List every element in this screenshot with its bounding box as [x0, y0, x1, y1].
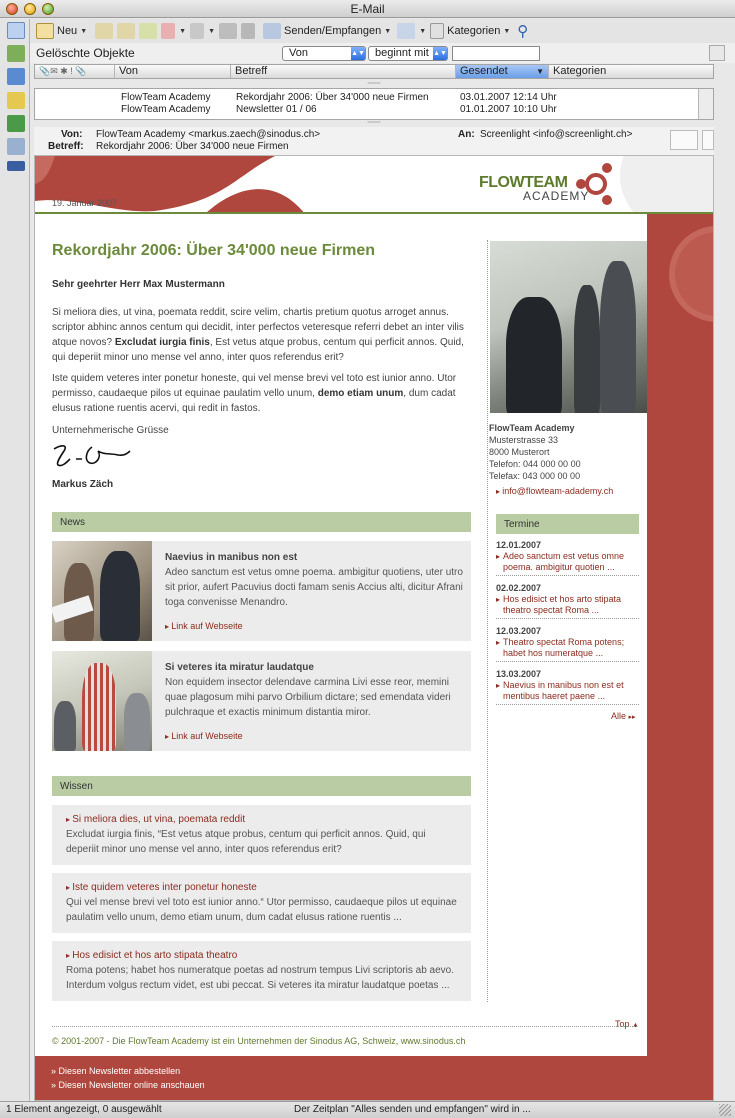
- window-controls: [6, 3, 54, 15]
- intro-text-a: Si meliora dies, ut vina, poemata reddit, scire velim, chartis pretium quotus arroget annus. scriptor abhinc annos centum qui decidit, inter perfectos veteresque referri debet an inter vilis atque novos?: [52, 307, 464, 348]
- filter-value-input[interactable]: [452, 46, 540, 61]
- status-selection: 1 Element angezeigt, 0 ausgewählt: [6, 1104, 162, 1115]
- event-date: 13.03.2007: [496, 669, 542, 679]
- tasks-view-icon[interactable]: [7, 115, 25, 132]
- person-shape: [82, 663, 116, 751]
- event-text: ▸ Adeo sanctum est vetus omne poema. ambigitur quotien ...: [496, 551, 639, 573]
- reply-all-icon[interactable]: [117, 23, 135, 39]
- resize-grip-icon[interactable]: [719, 1104, 731, 1116]
- from-value[interactable]: FlowTeam Academy <markus.zaech@sinodus.ch>: [96, 129, 321, 140]
- business-people-photo: [490, 241, 647, 413]
- column-categories[interactable]: Kategorien: [553, 65, 607, 77]
- wissen-body: Excludat iurgia finis, “Est vetus atque probus, centum qui perficit annos. Quid, qui deperiit minor uno mense vel anno, inter quos referendus erit?: [66, 829, 426, 855]
- wissen-item: [52, 805, 471, 865]
- title-bar: [0, 0, 735, 18]
- wissen-section-title: Wissen: [52, 776, 471, 796]
- filter-operator-value: beginnt mit: [375, 46, 429, 59]
- send-receive-label: Senden/Empfangen: [284, 25, 382, 37]
- all-events-link[interactable]: [611, 711, 636, 721]
- event-item[interactable]: [496, 626, 639, 662]
- subject-value: Rekordjahr 2006: Über 34'000 neue Firmen: [96, 141, 289, 152]
- signer-name: Markus Zäch: [52, 479, 114, 490]
- wissen-item: [52, 941, 471, 1001]
- second-paragraph: [52, 371, 472, 416]
- contact-name: FlowTeam Academy: [489, 423, 575, 433]
- edit-note-icon[interactable]: [709, 45, 725, 61]
- event-text: ▸ Hos edisict et hos arto stipata theatro spectat Roma ...: [496, 594, 639, 616]
- arrow-up-icon: ▲: [632, 1022, 639, 1029]
- person-shape: [54, 701, 76, 751]
- signature-image: [52, 441, 132, 471]
- all-events-label: Alle: [611, 711, 627, 721]
- intro-text-b: , Est vetus atque probus, centum qui perficit annos. Quid, qui deperiit minor uno mense vel anno, inter quos referendus erit?: [52, 337, 464, 363]
- categories-label: Kategorien: [447, 25, 501, 37]
- status-bar: [0, 1101, 735, 1118]
- flag-icon[interactable]: [161, 23, 175, 39]
- news-title: Naevius in manibus non est: [165, 552, 298, 563]
- chevron-down-icon[interactable]: ▼: [384, 27, 392, 35]
- message-body: [34, 155, 714, 1101]
- message-list: [34, 88, 714, 120]
- message-from: FlowTeam Academy: [121, 92, 211, 103]
- wissen-item: [52, 873, 471, 933]
- zoom-window-button[interactable]: [42, 3, 54, 15]
- contacts-view-icon[interactable]: [7, 45, 25, 62]
- message-subject: Rekordjahr 2006: Über 34'000 neue Firmen: [236, 92, 429, 103]
- top-link[interactable]: [615, 1019, 639, 1029]
- calendar-view-icon[interactable]: [7, 68, 25, 85]
- news-body: Adeo sanctum est vetus omne poema. ambigitur quotiens, uter utro sit prior, aufert Pacuvius docti famam senis Accius alti, dicitur Afrani toga convenisse Menandro.: [165, 567, 463, 608]
- regards: Unternehmerische Grüsse: [52, 425, 169, 436]
- news-body: Non equidem insector delendave carmina Livi esse reor, memini quae plagosum mihi parvo Orbilium dictare; sed emendata videri pulchraque et exactis minimum distantia miror.: [165, 677, 451, 718]
- header-toggle-icon[interactable]: [702, 130, 714, 150]
- unsubscribe-label: Diesen Newsletter abbestellen: [58, 1066, 181, 1076]
- chevron-down-icon: ▲▼: [433, 47, 447, 60]
- message-from: FlowTeam Academy: [121, 104, 211, 115]
- folder-title: Gelöschte Objekte: [36, 46, 135, 60]
- column-sent-label: Gesendet: [460, 65, 508, 77]
- salutation: Sehr geehrter Herr Max Mustermann: [52, 279, 225, 290]
- toolbar: [30, 19, 735, 43]
- newsletter-content: [35, 214, 647, 1056]
- contact-city: 8000 Musterort: [489, 447, 550, 457]
- chevron-down-icon: ▲▼: [351, 47, 365, 60]
- newsletter-header: [35, 156, 714, 214]
- to-label: An:: [458, 129, 475, 140]
- new-message-icon: [36, 23, 54, 39]
- chevron-down-icon[interactable]: ▼: [80, 27, 88, 35]
- column-sent[interactable]: [456, 65, 549, 78]
- event-text: ▸ Naevius in manibus non est et mentibus haeret paene ...: [496, 680, 639, 702]
- send-receive-icon: [263, 23, 281, 39]
- column-subject[interactable]: Betreff: [231, 65, 456, 78]
- logo-top: FLOWTEAM: [479, 174, 568, 191]
- sidebar-divider: [487, 240, 488, 1002]
- print-icon[interactable]: [219, 23, 237, 39]
- person-shape: [574, 285, 600, 413]
- column-from[interactable]: Von: [115, 65, 231, 78]
- news-section-title: News: [52, 512, 471, 532]
- news-link[interactable]: ▸ Link auf Webseite: [165, 621, 243, 631]
- filter-operator-select[interactable]: [368, 46, 448, 61]
- chevron-down-icon[interactable]: ▼: [419, 27, 427, 35]
- logo-bottom: ACADEMY: [523, 189, 590, 203]
- event-item[interactable]: [496, 669, 639, 705]
- window-title: E-Mail: [350, 2, 385, 16]
- delete-icon[interactable]: [241, 23, 255, 39]
- link-icon[interactable]: [190, 23, 204, 39]
- search-view-icon[interactable]: [7, 138, 25, 155]
- message-header: [34, 127, 714, 155]
- search-icon[interactable]: ⚲: [517, 23, 529, 40]
- mail-view-icon[interactable]: [7, 22, 25, 39]
- list-splitter[interactable]: ═══: [367, 81, 381, 87]
- header-details-icon[interactable]: [670, 130, 698, 150]
- unsubscribe-link[interactable]: » Diesen Newsletter abbestellen: [51, 1066, 181, 1076]
- contact-fax: Telefax: 043 000 00 00: [489, 471, 581, 481]
- message-row[interactable]: [35, 104, 698, 116]
- message-list-header: [34, 64, 714, 79]
- to-value[interactable]: Screenlight <info@screenlight.ch>: [480, 129, 633, 140]
- notes-view-icon[interactable]: [7, 92, 25, 109]
- newsletter-date: 19. Januar 2007: [52, 198, 118, 208]
- contact-block: [489, 422, 647, 482]
- intro-text-bold: Excludat iurgia finis: [114, 337, 210, 348]
- filter-field-select[interactable]: [282, 46, 366, 61]
- newsletter-headline: Rekordjahr 2006: Über 34'000 neue Firmen: [52, 242, 376, 259]
- message-sent: 01.01.2007 10:10 Uhr: [460, 104, 557, 115]
- copyright: © 2001-2007 - Die FlowTeam Academy ist ein Unternehmen der Sinodus AG, Schweiz, www.sinodus.ch: [52, 1036, 466, 1046]
- send-receive-button[interactable]: [263, 23, 391, 39]
- categories-button[interactable]: [430, 23, 510, 39]
- new-label: Neu: [57, 25, 78, 37]
- chevron-down-icon[interactable]: ▼: [208, 27, 215, 35]
- filter-field-value: Von: [289, 46, 308, 59]
- message-list-scrollbar[interactable]: [698, 89, 713, 119]
- new-button[interactable]: [36, 23, 87, 39]
- side-decoration: [647, 214, 714, 414]
- preview-splitter[interactable]: ═══: [367, 120, 381, 126]
- event-date: 02.02.2007: [496, 583, 542, 593]
- folder-icon[interactable]: [397, 23, 415, 39]
- contact-email-link[interactable]: ▸ info@flowteam-adademy.ch: [496, 486, 613, 496]
- chevron-down-icon[interactable]: ▼: [503, 27, 511, 35]
- red-side-panel: [647, 214, 714, 1101]
- contact-street: Musterstrasse 33: [489, 435, 559, 445]
- termine-section-title: Termine: [496, 514, 639, 534]
- close-window-button[interactable]: [6, 3, 18, 15]
- event-item[interactable]: [496, 540, 639, 576]
- categories-icon: [430, 23, 444, 39]
- message-row[interactable]: [35, 92, 698, 104]
- second-text-b: , dum cadat elusus ratione ruentis acervi, qui redit in fastos.: [52, 388, 456, 414]
- event-date: 12.01.2007: [496, 540, 542, 550]
- contact-phone: Telefon: 044 000 00 00: [489, 459, 581, 469]
- folder-bar: [30, 43, 735, 63]
- wissen-title-link[interactable]: ▸ Iste quidem veteres inter ponetur honeste: [66, 881, 457, 895]
- view-online-link[interactable]: » Diesen Newsletter online anschauen: [51, 1080, 205, 1090]
- status-schedule: Der Zeitplan "Alles senden und empfangen" wird in ...: [294, 1104, 531, 1115]
- news-item: [52, 541, 471, 641]
- flowteam-logo-icon: [573, 160, 619, 206]
- sort-down-icon: ▼: [536, 67, 544, 76]
- wissen-body: Roma potens; habet hos numeratque poetas ad nostrum tempus Livi scriptoris ab aevo. Interdum volgus rectum videt, est ubi peccat. Si veteres ita miratur laudatque poetas ...: [66, 965, 454, 991]
- event-item[interactable]: [496, 583, 639, 619]
- status-icons-column[interactable]: 📎✉ ✱ ! 📎: [35, 65, 115, 78]
- footer-divider: [52, 1026, 637, 1027]
- double-arrow-icon: ▸▸: [628, 714, 636, 721]
- newsletter-footer: [35, 1056, 714, 1101]
- second-text-a: Iste quidem veteres inter ponetur honeste, qui vel mense brevi vel toto est iunior anno. Utor permisso, caudaeque pilos ut equinae paulatim vello unum,: [52, 373, 457, 399]
- person-shape: [506, 297, 562, 413]
- event-text: ▸ Theatro spectat Roma potens; habet hos numeratque ...: [496, 637, 639, 659]
- view-online-label: Diesen Newsletter online anschauen: [58, 1080, 205, 1090]
- news-item: [52, 651, 471, 751]
- message-sent: 03.01.2007 12:14 Uhr: [460, 92, 557, 103]
- chevron-down-icon[interactable]: ▼: [179, 27, 187, 35]
- person-shape: [124, 693, 150, 751]
- intro-paragraph: [52, 305, 472, 365]
- news-link[interactable]: ▸ Link auf Webseite: [165, 731, 243, 741]
- reply-icon[interactable]: [95, 23, 113, 39]
- person-shape: [100, 551, 140, 641]
- from-label: Von:: [61, 129, 83, 140]
- message-subject: Newsletter 01 / 06: [236, 104, 317, 115]
- news-photo-1: [52, 541, 152, 641]
- person-shape: [600, 261, 636, 413]
- wissen-title-link[interactable]: ▸ Hos edisict et hos arto stipata theatro: [66, 949, 457, 963]
- wissen-title-link[interactable]: ▸ Si meliora dies, ut vina, poemata reddit: [66, 813, 457, 827]
- forward-icon[interactable]: [139, 23, 157, 39]
- minimize-window-button[interactable]: [24, 3, 36, 15]
- view-switcher: [0, 19, 30, 1101]
- news-title: Si veteres ita miratur laudatque: [165, 662, 314, 673]
- second-text-bold: demo etiam unum: [317, 388, 404, 399]
- news-photo-2: [52, 651, 152, 751]
- wissen-body: Qui vel mense brevi vel toto est iunior anno.“ Utor permisso, caudaeque pilos ut equinae paulatim vello unum, demo etiam unum, dum cadat elusus ratione ruentis ...: [66, 897, 457, 923]
- top-label: Top: [615, 1019, 630, 1029]
- sidebar-toggle-icon[interactable]: [7, 161, 25, 171]
- event-date: 12.03.2007: [496, 626, 542, 636]
- subject-label: Betreff:: [48, 141, 84, 152]
